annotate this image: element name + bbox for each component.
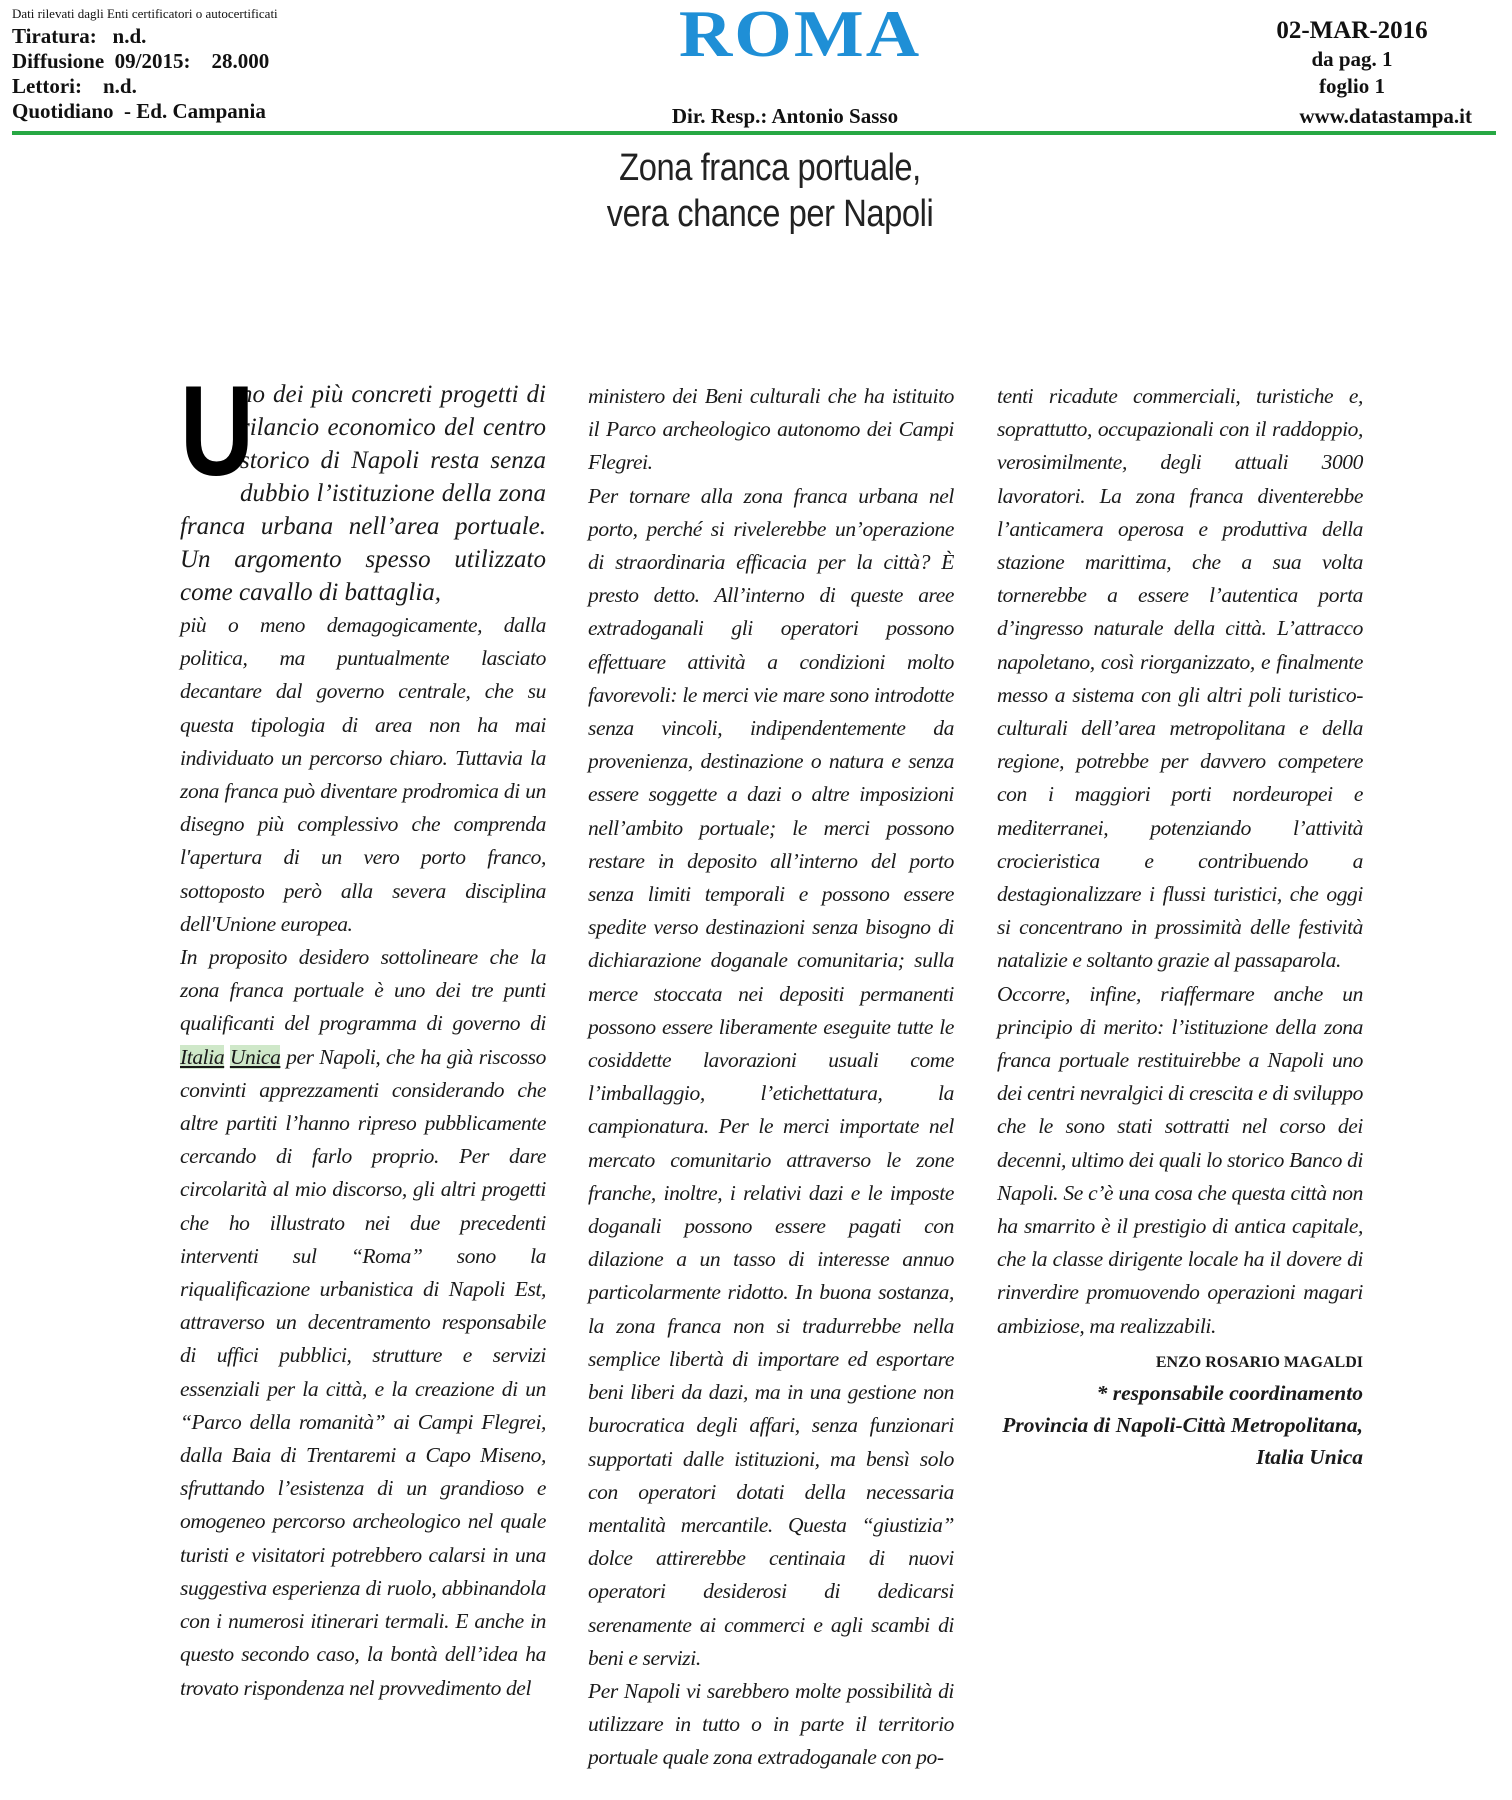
issue-date: 02-MAR-2016	[1276, 17, 1428, 44]
headline-line-1: Zona franca portuale,	[619, 147, 921, 189]
tiratura: Tiratura: n.d.	[12, 24, 147, 48]
highlighted-term: Unica	[229, 1044, 281, 1069]
paragraph: Occorre, infine, riaffermare anche un principio di merito: l’istituzione della zona franca portuale restituirebbe a Napoli uno dei centri nevralgici di crescita e di sviluppo che le sono stati sottratti nel corso dei decenni, ultimo dei quali lo storico Banco di Napoli. Se c’è una cosa che questa città non ha smarrito è il prestigio di antica capitale, che la classe dirigente locale ha il dovere di rinverdire promuovendo operazioni magari ambiziose, ma realizzabili.	[997, 981, 1363, 1338]
source-note: Dati rilevati dagli Enti certificatori o autocertificati	[12, 6, 278, 21]
paragraph: Per Napoli vi sarebbero molte possibilità di utilizzare in tutto o in parte il territorio portuale quale zona extradoganale con po-	[588, 1678, 954, 1770]
headline-line-2: vera chance per Napoli	[606, 193, 934, 235]
paragraph: più o meno demagogicamente, dalla politica, ma puntualmente lasciato decantare dal governo centrale, che su questa tipologia di area non ha mai individuato un percorso chiaro. Tuttavia la zona franca può diventare prodromica di un disegno più complessivo che comprenda l'apertura di un vero porto franco, sottoposto però alla severa disciplina dell'Unione europea.	[180, 613, 546, 936]
site-link[interactable]: www.datastampa.it	[1299, 104, 1472, 128]
highlighted-term: Italia	[180, 1044, 225, 1069]
author-role: Italia Unica	[1256, 1444, 1363, 1469]
issue-info	[1232, 16, 1472, 100]
paragraph: tenti ricadute commerciali, turistiche e, soprattutto, occupazionali con il raddoppio, verosimilmente, degli attuali 3000 lavoratori. La zona franca diventerebbe l’anticamera operosa e produttiva della stazione marittima, che a sua volta tornerebbe a essere l’autentica porta d’ingresso naturale della città. L’attracco napoletano, così riorganizzato, e finalmente messo a sistema con gli altri poli turistico-culturali dell’area metropolitana e della regione, potrebbe per davvero competere con i maggiori porti nordeuropei e mediterranei, potenziando l’attività crocieristica e contribuendo a destagionalizzare i flussi turistici, che oggi si concentrano in prossimità delle festività natalizie e soltanto grazie al passaparola.	[997, 384, 1363, 973]
diffusione: Diffusione 09/2015: 28.000	[12, 49, 270, 73]
author-role: * responsabile coordinamento	[1096, 1380, 1363, 1405]
lead-paragraph	[180, 360, 546, 609]
director: Dir. Resp.: Antonio Sasso	[671, 104, 899, 128]
edition: Quotidiano - Ed. Campania	[12, 99, 266, 123]
paragraph-text: In proposito desidero sottolineare che la zona franca portuale è uno dei tre punti qualificanti del programma di governo di	[180, 945, 546, 1036]
article-headline	[589, 145, 950, 237]
press-stats	[12, 6, 432, 124]
article-column-3	[997, 380, 1363, 1473]
paragraph-text: per Napoli, che ha già riscosso convinti apprezzamenti considerando che altre partiti l’hanno ripreso pubblicamente cercando di farlo proprio. Per dare circolarità al mio discorso, gli altri progetti che ho illustrato nei due precedenti interventi sul “Roma” sono la riqualificazione urbanistica di Napoli Est, attraverso un decentramento responsabile di uffici pubblici, strutture e servizi essenziali per la città, e la creazione di un “Parco della romanità” ai Campi Flegrei, dalla Baia di Trentaremi a Capo Miseno, sfruttando l’esistenza di un grandioso e omogeneo percorso archeologico nel quale turisti e visitatori potrebbero calarsi in una suggestiva esperienza di ruolo, abbinandola con i numerosi itinerari termali. E anche in questo secondo caso, la bontà dell’idea ha trovato rispondenza nel provvedimento del	[180, 1044, 546, 1700]
article-column-1	[180, 360, 546, 1705]
masthead	[0, 0, 1512, 140]
paragraph: Per tornare alla zona franca urbana nel porto, perché si rivelerebbe un’operazione di straordinaria efficacia per la città? È presto detto. All’interno di queste aree extradoganali gli operatori possono effettuare attività a condizioni molto favorevoli: le merci vie mare sono introdotte senza vincoli, indipendentemente da provenienza, destinazione o natura e senza essere soggette a dazi o altre imposizioni nell’ambito portuale; le merci possono restare in deposito all’interno del porto senza limiti temporali e possono essere spedite verso destinazioni senza bisogno di dichiarazione doganale comunitaria; sulla merce stoccata nei depositi permanenti possono essere liberamente eseguite tutte le cosiddette lavorazioni usuali come l’imballaggio, l’etichettatura, la campionatura. Per le merci importate nel mercato comunitario attraverso le zone franche, inoltre, i relativi dazi e le imposte doganali possono essere pagati con dilazione a un tasso di interesse annuo particolarmente ridotto. In buona sostanza, la zona franca non si tradurrebbe nella semplice libertà di importare ed esportare beni liberi da dazi, ma in una gestione non burocratica degli affari, senza funzionari supportati dalle istituzioni, ma bensì solo con operatori dotati della necessaria mentalità mercantile. Questa “giustizia” dolce attirerebbe centinaia di nuovi operatori desiderosi di dedicarsi serenamente ai commerci e agli scambi di beni e servizi.	[588, 483, 954, 1670]
author-signature: ENZO ROSARIO MAGALDI	[1155, 1353, 1363, 1371]
header-divider	[12, 131, 1496, 135]
lead-text: no dei più concreti progetti di rilancio economico del centro storico di Napoli resta senza dubbio l’istituzione della zona franca urbana nell’area portuale. Un argomento spesso utilizzato come cavallo di battaglia,	[180, 381, 546, 606]
newspaper-logo: ROMA	[678, 0, 922, 72]
article-column-2	[588, 380, 954, 1775]
page-ref: da pag. 1	[1311, 47, 1393, 71]
paragraph: ministero dei Beni culturali che ha istituito il Parco archeologico autonomo dei Campi Flegrei.	[588, 384, 954, 475]
author-role: Provincia di Napoli-Città Metropolitana,	[1002, 1412, 1363, 1437]
sheet-ref: foglio 1	[1319, 74, 1385, 98]
drop-cap: U	[180, 360, 254, 503]
lettori: Lettori: n.d.	[12, 74, 137, 98]
paragraph	[180, 941, 546, 1705]
